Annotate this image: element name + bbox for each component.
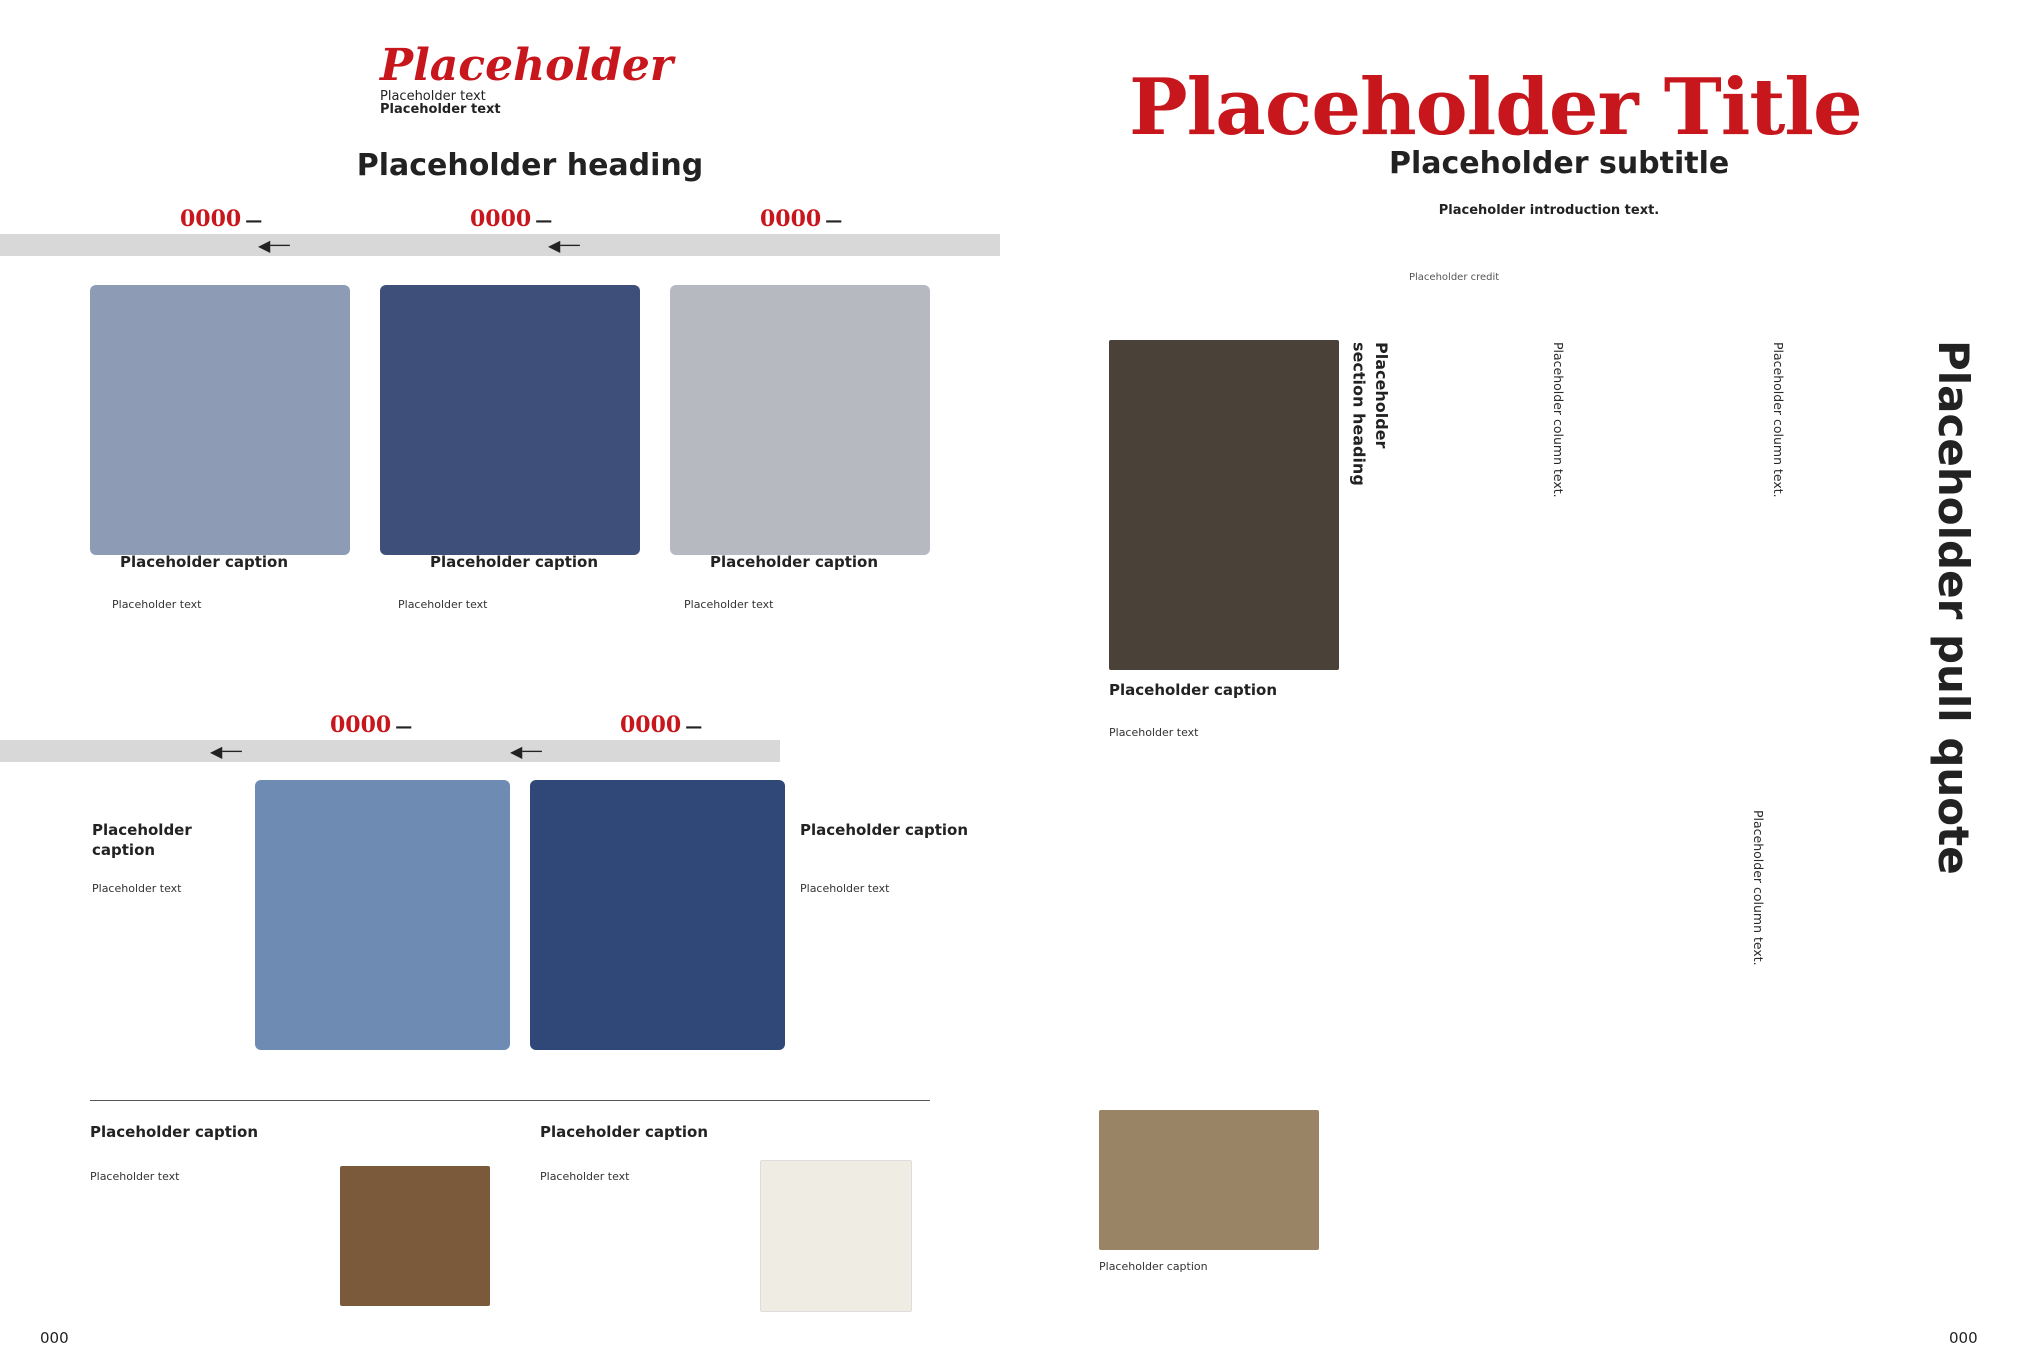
article-title: Placeholder Title — [1129, 62, 1862, 153]
era-label: 0000 — — [470, 206, 553, 232]
arrow-left-icon: ◀── — [510, 742, 542, 761]
timeline-band-bottom — [0, 740, 780, 762]
section-divider — [90, 1100, 930, 1101]
era-label: 0000 — — [330, 712, 413, 738]
brand-script: Placeholder — [380, 40, 674, 91]
box-caption: Placeholder caption — [90, 1123, 259, 1141]
article-credit: Placeholder credit — [1409, 272, 1500, 283]
catalog-photo — [1099, 1110, 1319, 1250]
era-label: 0000 — — [760, 206, 843, 232]
brand-issue: Placeholder text — [380, 89, 486, 104]
era-label: 0000 — — [620, 712, 703, 738]
garment-photo — [90, 285, 350, 555]
article-intro: Placeholder introduction text. — [1438, 203, 1660, 218]
section-heading: Placeholder section heading — [1349, 342, 1391, 486]
garment-photo — [380, 285, 640, 555]
arrow-left-icon: ◀── — [548, 236, 580, 255]
item-caption: Placeholder caption — [430, 553, 599, 571]
buttons-photo — [340, 1166, 490, 1306]
column-text: Placeholder column text. — [1771, 342, 1786, 498]
box-text: Placeholder text — [90, 1170, 180, 1183]
garment-photo — [255, 780, 510, 1050]
page-number: 000 — [1949, 1329, 1978, 1347]
item-caption: Placeholder caption — [800, 821, 969, 839]
item-text: Placeholder text — [112, 598, 202, 611]
garment-photo — [670, 285, 930, 555]
portrait-photo — [1109, 340, 1339, 670]
right-page — [1009, 0, 2018, 1369]
left-heading: Placeholder heading — [356, 148, 704, 183]
item-text: Placeholder text — [684, 598, 774, 611]
page-number: 000 — [40, 1329, 69, 1347]
box-caption: Placeholder caption — [540, 1123, 709, 1141]
era-label: 0000 — — [180, 206, 263, 232]
white-jacket-photo — [760, 1160, 912, 1312]
column-text: Placeholder column text. — [1551, 342, 1566, 498]
brand-tagline: Placeholder text — [380, 102, 501, 117]
item-text: Placeholder text — [800, 882, 890, 895]
box-text: Placeholder text — [540, 1170, 630, 1183]
item-text: Placeholder text — [92, 882, 182, 895]
column-text: Placeholder column text. — [1751, 810, 1766, 966]
item-caption: Placeholder caption — [92, 821, 192, 860]
item-caption: Placeholder caption — [120, 553, 289, 571]
garment-photo — [530, 780, 785, 1050]
arrow-left-icon: ◀── — [258, 236, 290, 255]
item-text: Placeholder text — [398, 598, 488, 611]
arrow-left-icon: ◀── — [210, 742, 242, 761]
catalog-caption: Placeholder caption — [1099, 1260, 1208, 1273]
timeline-band-top — [0, 234, 1000, 256]
item-caption: Placeholder caption — [710, 553, 879, 571]
portrait-caption: Placeholder caption — [1109, 681, 1278, 699]
brand-logo — [380, 40, 674, 120]
pull-quote: Placeholder pull quote — [1929, 340, 1978, 875]
article-subtitle: Placeholder subtitle — [1389, 146, 1730, 181]
portrait-bio: Placeholder text — [1109, 726, 1199, 739]
